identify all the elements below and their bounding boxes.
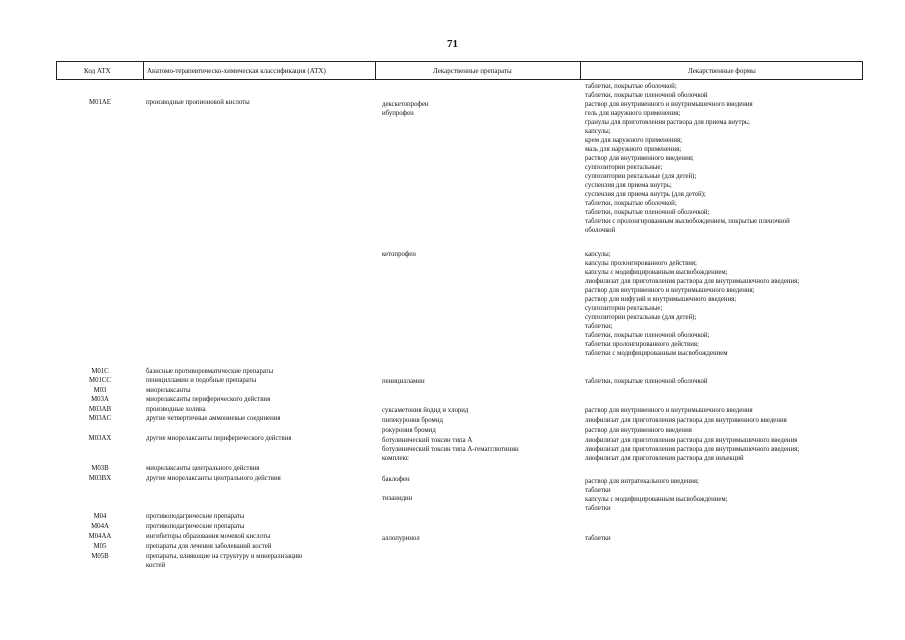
atc-classification: ингибиторы образования мочевой кислоты <box>146 533 271 540</box>
dosage-form: раствор для внутривенного и внутримышечного введения; <box>585 287 755 294</box>
dosage-form: таблетки <box>585 505 611 512</box>
drug-name: баклофен <box>382 476 410 483</box>
atc-code: M03AB <box>88 406 112 413</box>
atc-classification: костей <box>146 562 166 569</box>
dosage-form: таблетки, покрытые пленочной оболочкой; <box>585 209 710 216</box>
dosage-form: раствор для внутривенного и внутримышечного введения <box>585 101 753 108</box>
drug-name: аллопуринол <box>382 535 420 542</box>
dosage-form: таблетки, покрытые оболочкой; <box>585 83 677 90</box>
dosage-form: капсулы пролонгированного действия; <box>585 260 697 267</box>
atc-code: M01CC <box>89 377 111 384</box>
dosage-form: суппозитории ректальные (для детей); <box>585 314 697 321</box>
atc-classification: противоподагрические препараты <box>146 523 245 530</box>
atc-code: M03AX <box>88 435 112 442</box>
dosage-form: раствор для внутривенного введения; <box>585 155 694 162</box>
atc-classification: другие миорелаксанты центрального действия <box>146 475 281 482</box>
atc-code: M05 <box>93 543 107 550</box>
dosage-form: капсулы; <box>585 128 611 135</box>
dosage-form: суппозитории ректальные; <box>585 164 663 171</box>
dosage-form: лиофилизат для приготовления раствора для внутримышечного введения <box>585 437 798 444</box>
drug-name: декскетопрофен <box>382 101 429 108</box>
drug-name: кетопрофен <box>382 251 416 258</box>
atc-classification: препараты для лечения заболеваний костей <box>146 543 272 550</box>
drug-name: ибупрофен <box>382 110 414 117</box>
drug-name: пеницилламин <box>382 378 425 385</box>
atc-classification: производные холина <box>146 406 206 413</box>
drug-name: пипекурония бромид <box>382 417 443 424</box>
dosage-form: суспензия для приема внутрь; <box>585 182 672 189</box>
drug-name: рокурония бромид <box>382 427 436 434</box>
dosage-form: таблетки с пролонгированным высвобождением, покрытые пленочной <box>585 218 790 225</box>
table-left-rule <box>56 61 57 80</box>
atc-code: M03BX <box>88 475 112 482</box>
atc-code: M03 <box>93 387 107 394</box>
atc-code: M04AA <box>88 533 112 540</box>
dosage-form: таблетки пролонгированного действия; <box>585 341 699 348</box>
atc-code: M05B <box>91 553 109 560</box>
drug-name: ботулинический токсин типа А-гемагглютинин <box>382 446 519 453</box>
atc-code: M01C <box>91 368 109 375</box>
atc-classification: препараты, влияющие на структуру и минерализацию <box>146 553 303 560</box>
dosage-form: таблетки <box>585 535 611 542</box>
dosage-form: суспензия для приема внутрь (для детей); <box>585 191 706 198</box>
drug-name: ботулинический токсин типа А <box>382 437 473 444</box>
drug-name: суксаметония йодид и хлорид <box>382 407 469 414</box>
header-forms: Лекарственные формы <box>688 67 756 75</box>
table-col-divider <box>143 61 144 80</box>
drug-name: тизанидин <box>382 495 413 502</box>
table-right-rule <box>862 61 863 80</box>
atc-code: M04 <box>93 513 107 520</box>
atc-classification: миорелаксанты периферического действия <box>146 396 271 403</box>
dosage-form: таблетки; <box>585 323 613 330</box>
dosage-form: таблетки, покрытые пленочной оболочкой; <box>585 332 710 339</box>
table-col-divider <box>580 61 581 80</box>
dosage-form: лиофилизат для приготовления раствора для внутримышечного введения; <box>585 446 800 453</box>
dosage-form: лиофилизат для приготовления раствора для инъекций <box>585 455 744 462</box>
dosage-form: лиофилизат для приготовления раствора для внутримышечного введения; <box>585 278 800 285</box>
atc-classification: другие миорелаксанты периферического действия <box>146 435 292 442</box>
dosage-form: суппозитории ректальные (для детей); <box>585 173 697 180</box>
dosage-form: раствор для внутривенного и внутримышечного введения <box>585 407 753 414</box>
dosage-form: гель для наружного применения; <box>585 110 681 117</box>
dosage-form: раствор для внутривенного введения <box>585 427 692 434</box>
dosage-form: капсулы с модифицированным высвобождением; <box>585 269 728 276</box>
dosage-form: мазь для наружного применения; <box>585 146 682 153</box>
dosage-form: таблетки, покрытые пленочной оболочкой <box>585 92 708 99</box>
dosage-form: суппозитории ректальные; <box>585 305 663 312</box>
dosage-form: таблетки, покрытые оболочкой; <box>585 200 677 207</box>
dosage-form: таблетки <box>585 487 611 494</box>
atc-classification: другие четвертичные аммониевые соединения <box>146 415 281 422</box>
table-col-divider <box>375 61 376 80</box>
atc-classification: миорелаксанты <box>146 387 191 394</box>
drug-name: комплекс <box>382 455 409 462</box>
atc-code: M01AE <box>89 99 111 106</box>
atc-classification: пеницилламин и подобные препараты <box>146 377 257 384</box>
dosage-form: таблетки с модифицированным высвобождением <box>585 350 728 357</box>
header-classification: Анатомо-терапевтическо-химическая классификация (АТХ) <box>147 67 326 75</box>
page-number: 71 <box>447 38 458 50</box>
atc-classification: базисные противоревматические препараты <box>146 368 274 375</box>
dosage-form: гранулы для приготовления раствора для приема внутрь; <box>585 119 750 126</box>
atc-code: M03AC <box>88 415 112 422</box>
dosage-form: раствор для интратекального введения; <box>585 478 699 485</box>
atc-code: M04A <box>91 523 109 530</box>
atc-classification: противоподагрические препараты <box>146 513 245 520</box>
dosage-form: крем для наружного применения; <box>585 137 683 144</box>
table-top-rule <box>56 61 863 62</box>
dosage-form: раствор для инфузий и внутримышечного введения; <box>585 296 737 303</box>
atc-code: M03B <box>91 465 109 472</box>
header-drugs: Лекарственные препараты <box>433 67 512 75</box>
header-code: Код АТХ <box>84 67 111 75</box>
dosage-form: таблетки, покрытые пленочной оболочкой <box>585 378 708 385</box>
atc-classification: миорелаксанты центрального действия <box>146 465 260 472</box>
dosage-form: капсулы с модифицированным высвобождением; <box>585 496 728 503</box>
atc-classification: производные пропионовой кислоты <box>146 99 250 106</box>
table-header-bottom-rule <box>56 79 863 80</box>
atc-code: M03A <box>91 396 109 403</box>
dosage-form: лиофилизат для приготовления раствора для внутривенного введения <box>585 417 787 424</box>
dosage-form: оболочкой <box>585 227 616 234</box>
dosage-form: капсулы; <box>585 251 611 258</box>
